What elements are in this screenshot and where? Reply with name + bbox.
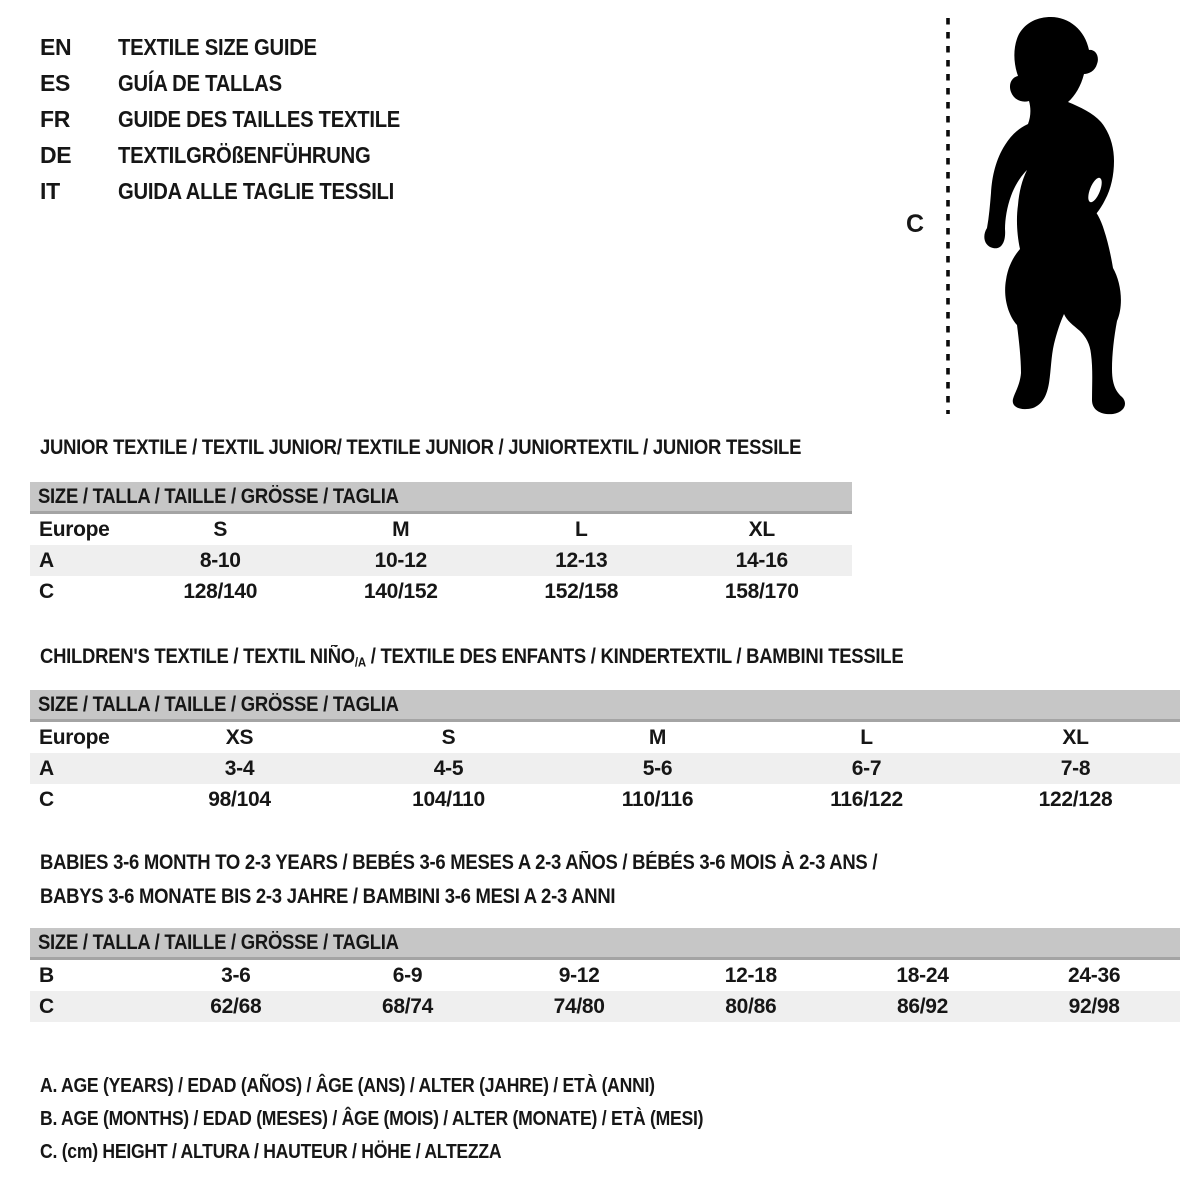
language-code: IT [40,177,60,204]
value-cell: 3-4 [224,756,255,780]
language-title: GUIDE DES TAILLES TEXTILE [118,105,401,132]
row-label: Europe [39,725,110,749]
size-cell: S [213,517,228,541]
size-cell: M [648,725,667,749]
value-cell: 62/68 [210,994,262,1018]
table-row-age [30,753,1180,784]
babies-section-title-line1: BABIES 3-6 MONTH TO 2-3 YEARS / BEBÉS 3-6 MESES A 2-3 AÑOS / BÉBÉS 3-6 MOIS À 2-3 ANS / [40,851,878,874]
row-label: C [39,579,54,603]
title-part: CHILDREN'S TEXTILE / TEXTIL NIÑO [40,645,355,668]
row-label: B [39,963,54,987]
value-cell: 80/86 [725,994,777,1018]
table-row-sizes [30,514,852,545]
language-title: GUIDA ALLE TAGLIE TESSILI [118,177,395,204]
value-cell: 116/122 [830,787,903,811]
children-size-table [30,690,1180,815]
footnote-age-months [40,1103,794,1136]
value-cell: 12-18 [724,963,777,987]
toddler-silhouette-icon [963,14,1138,419]
value-cell: 74/80 [553,994,605,1018]
babies-section-title [40,846,991,914]
table-header-bar [30,690,1180,722]
row-label: A [39,548,54,572]
table-row-age-months [30,960,1180,991]
language-row [40,173,439,209]
language-code: FR [40,105,71,132]
footnote-height-cm [40,1136,794,1169]
height-measure-dashed-line [944,16,952,416]
value-cell: 10-12 [374,548,427,572]
title-part-subscript: /A [354,654,366,670]
value-cell: 6-9 [392,963,423,987]
value-cell: 24-36 [1068,963,1121,987]
language-row [40,29,439,65]
value-cell: 14-16 [735,548,788,572]
junior-section-title-text: JUNIOR TEXTILE / TEXTIL JUNIOR/ TEXTILE JUNIOR / JUNIORTEXTIL / JUNIOR TESSILE [40,436,802,459]
language-title: GUÍA DE TALLAS [118,69,282,96]
value-cell: 68/74 [381,994,434,1018]
size-cell: XL [1062,725,1089,749]
language-code: ES [40,69,71,96]
size-cell: M [392,517,410,541]
junior-section-title [40,431,905,465]
value-cell: 18-24 [896,963,949,987]
size-header-label: SIZE / TALLA / TAILLE / GRÖSSE / TAGLIA [38,930,399,954]
size-cell: XS [225,725,254,749]
value-cell: 140/152 [363,579,438,603]
value-cell: 5-6 [642,756,673,780]
value-cell: 110/116 [621,787,694,811]
size-header-label: SIZE / TALLA / TAILLE / GRÖSSE / TAGLIA [38,692,399,716]
value-cell: 4-5 [433,756,464,780]
value-cell: 3-6 [221,963,251,987]
value-cell: 98/104 [208,787,271,811]
value-cell: 7-8 [1060,756,1091,780]
value-cell: 104/110 [412,787,485,811]
babies-section-title-line2: BABYS 3-6 MONATE BIS 2-3 JAHRE / BAMBINI 3-6 MESI A 2-3 ANNI [40,885,616,908]
table-row-sizes [30,722,1180,753]
table-header-bar [30,928,1180,960]
footnote-text: A. AGE (YEARS) / EDAD (AÑOS) / ÂGE (ANS) / ALTER (JAHRE) / ETÀ (ANNI) [40,1075,655,1097]
value-cell: 12-13 [555,548,608,572]
value-cell: 158/170 [724,579,799,603]
row-label: Europe [39,517,110,541]
value-cell: 122/128 [1038,787,1113,811]
size-cell: S [441,725,456,749]
size-cell: L [574,517,588,541]
language-code: EN [40,33,72,60]
row-label: C [39,787,54,811]
babies-size-table [30,928,1180,1022]
height-measure-label: C [906,210,924,238]
children-section-title [40,640,1021,680]
value-cell: 8-10 [199,548,241,572]
value-cell: 152/158 [544,579,619,603]
language-title: TEXTILGRÖßENFÜHRUNG [118,141,371,168]
size-header-label: SIZE / TALLA / TAILLE / GRÖSSE / TAGLIA [38,484,399,508]
row-label: C [39,994,54,1018]
value-cell: 6-7 [851,756,882,780]
footnote-text: B. AGE (MONTHS) / EDAD (MESES) / ÂGE (MOIS) / ALTER (MONATE) / ETÀ (MESI) [40,1108,704,1130]
size-cell: XL [748,517,775,541]
size-cell: L [860,725,873,749]
language-row [40,101,439,137]
value-cell: 128/140 [183,579,258,603]
language-title: TEXTILE SIZE GUIDE [118,33,317,60]
value-cell: 9-12 [558,963,600,987]
row-label: A [39,756,54,780]
children-section-title-text [40,640,903,680]
title-part: / TEXTILE DES ENFANTS / KINDERTEXTIL / BAMBINI TESSILE [365,645,904,668]
footnote-text: C. (cm) HEIGHT / ALTURA / HAUTEUR / HÖHE / ALTEZZA [40,1141,502,1163]
junior-size-table [30,482,852,607]
language-row [40,137,439,173]
footnotes [40,1070,794,1169]
table-row-age [30,545,852,576]
table-row-height [30,991,1180,1022]
table-row-height [30,784,1180,815]
value-cell: 86/92 [896,994,949,1018]
language-code: DE [40,141,72,168]
language-row [40,65,439,101]
table-row-height [30,576,852,607]
footnote-age-years [40,1070,794,1103]
language-list [40,29,439,209]
table-header-bar [30,482,852,514]
value-cell: 92/98 [1068,994,1120,1018]
